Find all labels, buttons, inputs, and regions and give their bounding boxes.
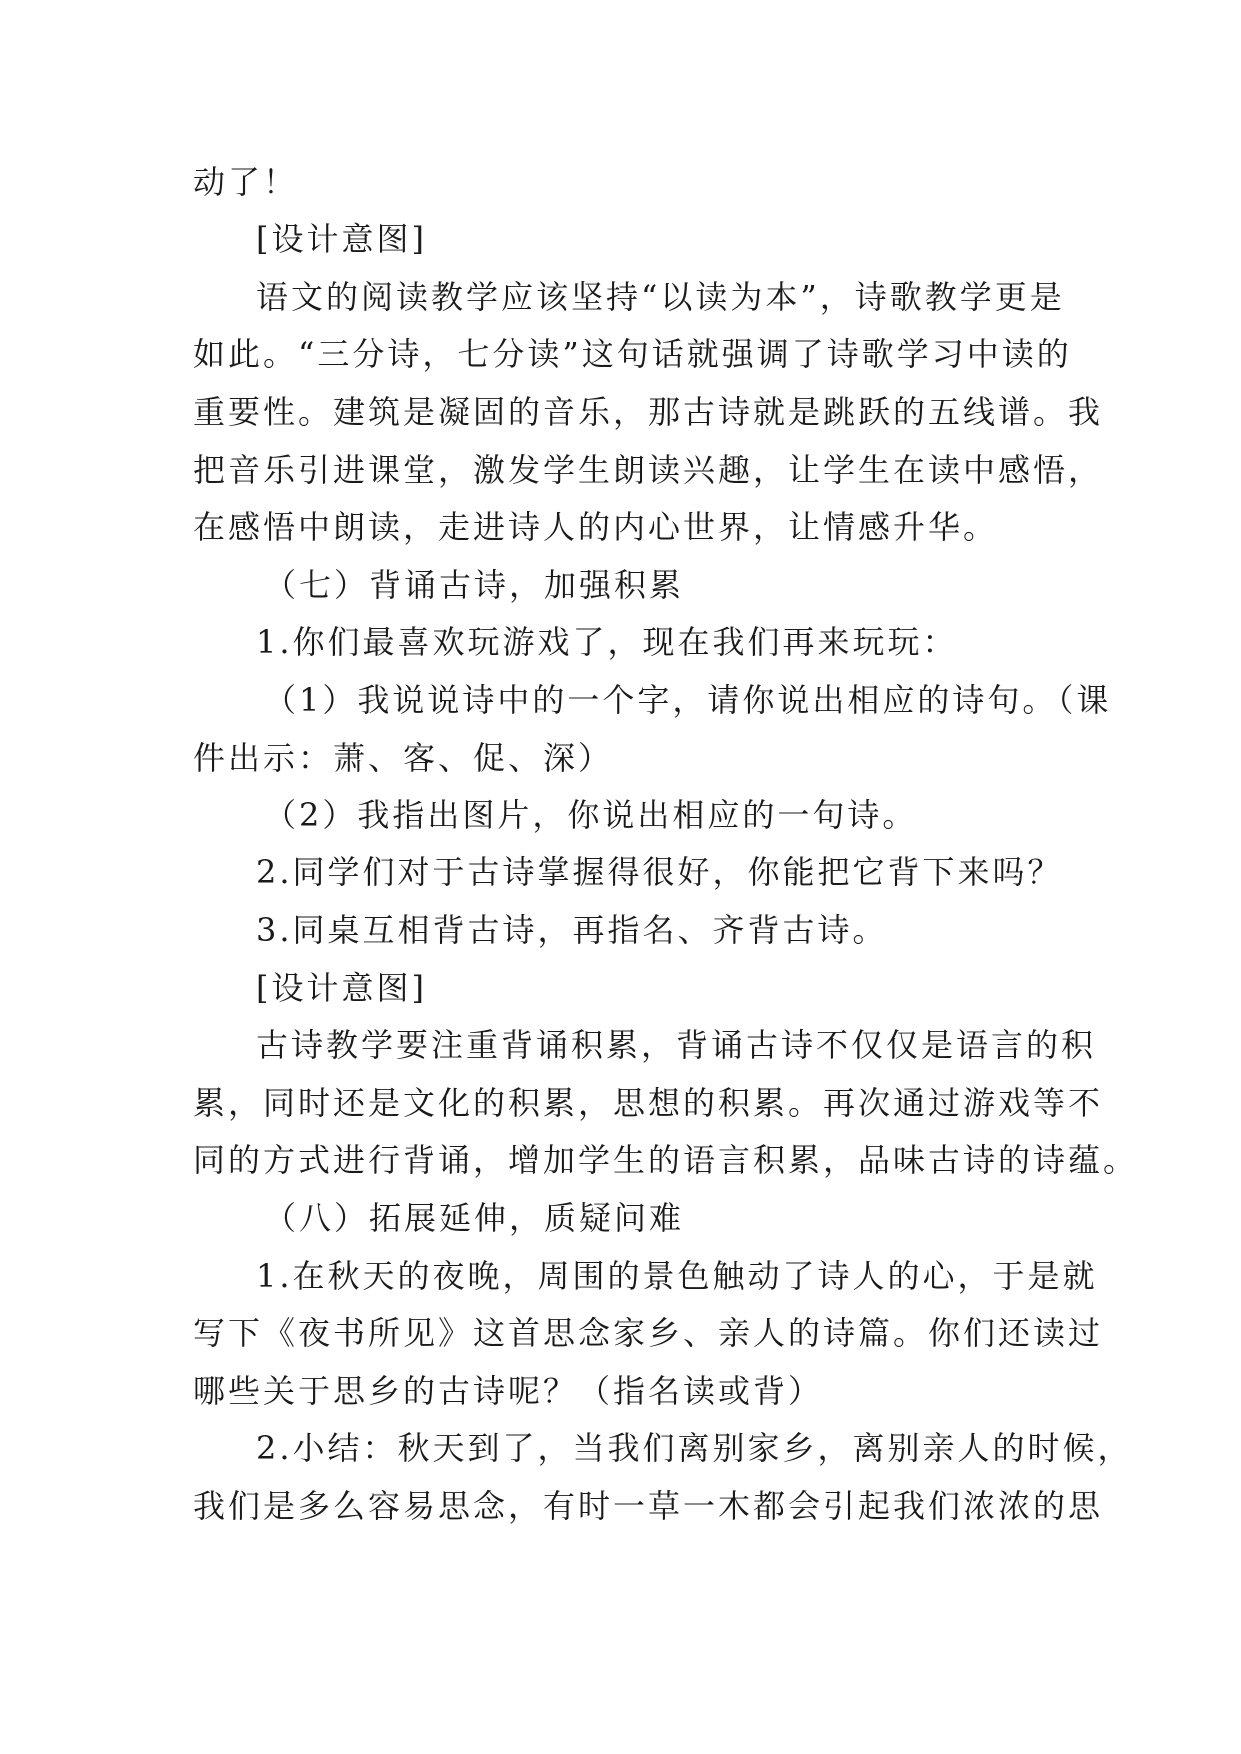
list-item: 2.同学们对于古诗掌握得很好，你能把它背下来吗？ [256,853,1063,891]
list-item: （1）我说说诗中的一个字，请你说出相应的诗句。（课 [264,681,1112,719]
paragraph-line: 古诗教学要注重背诵积累，背诵古诗不仅仅是语言的积 [256,1026,1097,1064]
list-item: 3.同桌互相背古诗，再指名、齐背古诗。 [256,911,888,949]
section-label-design-intent: [设计意图] [256,220,427,258]
list-item: 1.在秋天的夜晚，周围的景色触动了诗人的心，于是就 [256,1257,1098,1295]
paragraph-line: 把音乐引进课堂，激发学生朗读兴趣，让学生在读中感悟， [193,451,1104,489]
list-item: 2.小结：秋天到了，当我们离别家乡，离别亲人的时候， [256,1429,1133,1467]
list-item-continuation: 我们是多么容易思念，有时一草一木都会引起我们浓浓的思 [193,1487,1104,1525]
text-line: 动了！ [193,163,299,201]
list-item: （2）我指出图片，你说出相应的一句诗。 [264,796,918,834]
section-heading-8: （八）拓展延伸，质疑问难 [264,1199,685,1237]
paragraph-line: 如此。“三分诗，七分读”这句话就强调了诗歌学习中读的 [193,335,1072,373]
section-heading-7: （七）背诵古诗，加强积累 [264,566,685,604]
list-item: 1.你们最喜欢玩游戏了，现在我们再来玩玩： [256,623,958,661]
paragraph-line: 同的方式进行背诵，增加学生的语言积累，品味古诗的诗蕴。 [193,1141,1139,1179]
section-label-design-intent: [设计意图] [256,969,427,1007]
paragraph-line: 重要性。建筑是凝固的音乐，那古诗就是跳跃的五线谱。我 [193,393,1104,431]
paragraph-line: 在感悟中朗读，走进诗人的内心世界，让情感升华。 [193,508,999,546]
list-item-continuation: 件出示：萧、客、促、深） [193,739,614,777]
paragraph-line: 累，同时还是文化的积累，思想的积累。再次通过游戏等不 [193,1084,1104,1122]
paragraph-line: 语文的阅读教学应该坚持“以读为本”，诗歌教学更是 [256,278,1065,316]
list-item-continuation: 哪些关于思乡的古诗呢？（指名读或背） [193,1372,824,1410]
list-item-continuation: 写下《夜书所见》这首思念家乡、亲人的诗篇。你们还读过 [193,1314,1104,1352]
